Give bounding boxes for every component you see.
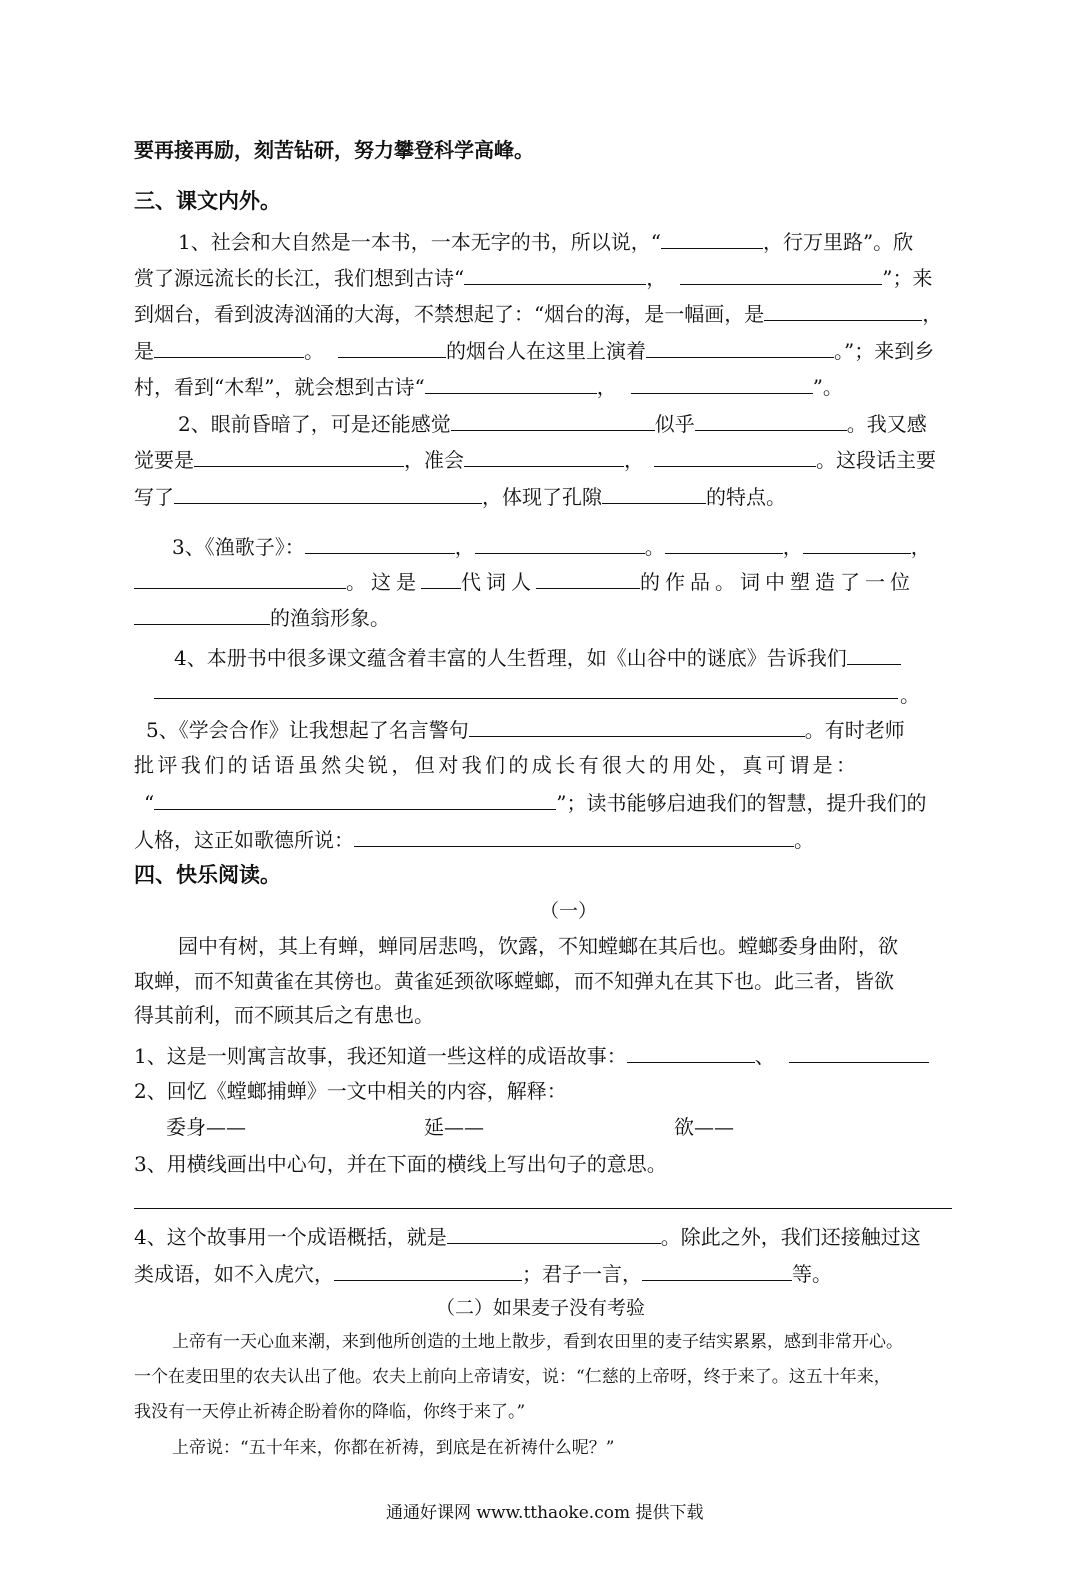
answer-blank[interactable] [665,533,783,554]
answer-blank[interactable] [627,1042,755,1063]
answer-blank[interactable] [646,337,834,358]
answer-blank[interactable] [134,604,270,625]
answer-line[interactable] [134,1208,952,1209]
q3-line-2: 。这是 代词人 的作品。词中塑造了一位 [134,568,915,595]
passage-2-line-3: 我没有一天停止祈祷企盼着你的降临，你终于来了。” [134,1402,526,1422]
answer-blank[interactable] [447,1223,661,1244]
q1-line-1: 1、社会和大自然是一本书，一本无字的书，所以说，“ ，行万里路”。欣 [178,230,914,254]
answer-blank[interactable] [174,483,482,504]
q5-line-4: 人格，这正如歌德所说： 。 [134,828,814,852]
term-yan: 延—— [424,1115,484,1139]
passage-1-title: （一） [540,900,598,922]
answer-blank[interactable] [464,446,624,467]
q2-line-2: 觉要是 ，准会 ， 。这段话主要 [134,448,936,472]
answer-blank[interactable] [789,1042,929,1063]
p1-q4-line-1: 4、这个故事用一个成语概括，就是 。除此之外，我们还接触过这 [134,1225,921,1249]
q5-line-3: “ ”；读书能够启迪我们的智慧，提升我们的 [144,791,927,815]
passage-2-line-2: 一个在麦田里的农夫认出了他。农夫上前向上帝请安，说：“仁慈的上帝呀，终于来了。这五十年来， [134,1367,891,1387]
answer-blank[interactable] [475,533,645,554]
q1-line-4: 是 。 的烟台人在这里上演着 。”；来到乡 [134,339,935,363]
answer-blank[interactable] [354,826,794,847]
q3-line-1: 3、《渔歌子》： ， 。 ， ， [172,535,931,559]
q3-line-3: 的渔翁形象。 [134,604,390,631]
p1-q2: 2、回忆《螳螂捕蝉》一文中相关的内容，解释： [134,1079,567,1103]
answer-blank[interactable] [425,373,597,394]
q1-line-3: 到烟台，看到波涛汹涌的大海，不禁想起了：“烟台的海，是一幅画，是 ， [134,302,943,326]
answer-line[interactable] [154,698,898,699]
page-footer: 通通好课网 www.tthaoke.com 提供下载 [386,1503,704,1523]
passage-2-line-1: 上帝有一天心血来潮，来到他所创造的土地上散步，看到农田里的麦子结实累累，感到非常开心。 [172,1332,903,1352]
q1-line-2: 赏了源远流长的长江，我们想到古诗“ ， ”；来 [134,266,933,290]
answer-blank[interactable] [642,1260,792,1281]
answer-blank[interactable] [631,373,813,394]
answer-blank[interactable] [602,483,706,504]
answer-blank[interactable] [536,568,640,589]
q4-line-2: 。 [900,683,920,707]
q2-line-1: 2、眼前昏暗了，可是还能感觉 似乎 。我又感 [178,412,927,436]
passage-1-line-2: 取蝉，而不知黄雀在其傍也。黄雀延颈欲啄螳螂，而不知弹丸在其下也。此三者，皆欲 [134,969,894,993]
q1-line-5: 村，看到“木犁”，就会想到古诗“ ， ”。 [134,375,843,399]
answer-blank[interactable] [334,1260,522,1281]
answer-blank[interactable] [654,446,816,467]
answer-blank[interactable] [421,568,461,589]
answer-blank[interactable] [194,446,404,467]
answer-blank[interactable] [451,410,655,431]
answer-blank[interactable] [154,337,304,358]
section-3-heading: 三、课文内外。 [134,189,281,213]
answer-blank[interactable] [661,228,763,249]
q4-line-1: 4、本册书中很多课文蕴含着丰富的人生哲理，如《山谷中的谜底》告诉我们 [134,644,901,671]
answer-blank[interactable] [680,264,882,285]
p1-q1: 1、这是一则寓言故事，我还知道一些这样的成语故事： 、 [134,1042,929,1069]
q5-line-2: 批评我们的话语虽然尖锐，但对我们的成长有很大的用处，真可谓是： [134,753,860,777]
passage-2-title: （二）如果麦子没有考验 [436,1297,646,1319]
answer-blank[interactable] [695,410,847,431]
answer-blank[interactable] [464,264,646,285]
term-yu: 欲—— [674,1115,734,1139]
answer-blank[interactable] [154,789,556,810]
answer-blank[interactable] [338,337,446,358]
answer-blank[interactable] [847,644,901,665]
term-weishen: 委身—— [166,1115,246,1139]
section-4-heading: 四、快乐阅读。 [134,863,281,887]
answer-blank[interactable] [134,568,346,589]
carryover-line: 要再接再励，刻苦钻研，努力攀登科学高峰。 [134,138,534,162]
answer-blank[interactable] [764,300,922,321]
passage-2-line-4: 上帝说：“五十年来，你都在祈祷，到底是在祈祷什么呢？” [172,1438,615,1458]
q2-line-3: 写了 ，体现了孔隙 的特点。 [134,485,786,509]
answer-blank[interactable] [305,533,455,554]
passage-1-line-3: 得其前利，而不顾其后之有患也。 [134,1003,434,1027]
q5-line-1: 5、《学会合作》让我想起了名言警句 。有时老师 [146,718,905,742]
p1-q4-line-2: 类成语，如不入虎穴， ；君子一言， 等。 [134,1262,832,1286]
passage-1-line-1: 园中有树，其上有蝉，蝉同居悲鸣，饮露，不知螳螂在其后也。螳螂委身曲附，欲 [178,934,898,958]
answer-blank[interactable] [803,533,911,554]
p1-q3: 3、用横线画出中心句，并在下面的横线上写出句子的意思。 [134,1152,667,1176]
answer-blank[interactable] [469,716,805,737]
